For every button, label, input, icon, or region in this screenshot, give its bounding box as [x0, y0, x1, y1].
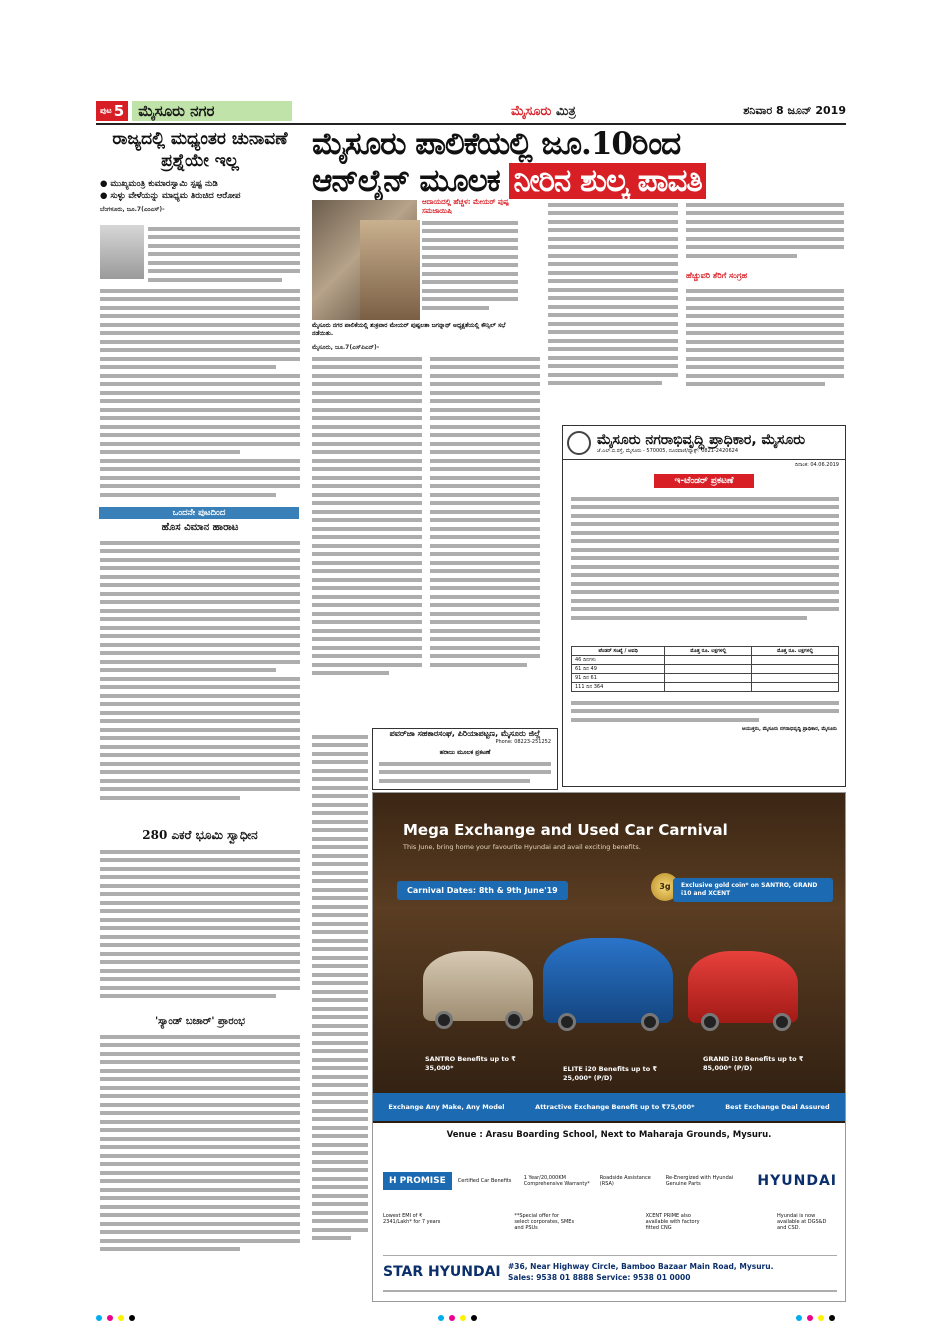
promise-item: Roadside Assistance (RSA): [599, 1175, 651, 1187]
bullet-item: ● ಸುಳ್ಳು ವೇಳೆಯನ್ನು ಮಾಧ್ಯಮ ತಿರುಚಿದ ಆರೋಪ: [100, 190, 300, 202]
wheel-icon: [435, 1011, 453, 1029]
subhead-sand-bazaar: 'ಸ್ಯಾಂಡ್ ಬಜಾರ್' ಪ್ರಾರಂಭ: [155, 1016, 245, 1027]
masthead-part1: ಮೈಸೂರು: [511, 103, 552, 119]
quote-text: [422, 216, 518, 326]
hyundai-advertisement: [372, 792, 846, 1302]
ad-venue: Venue : Arasu Boarding School, Next to Maharaja Grounds, Mysuru.: [446, 1130, 772, 1140]
subhead-land: 280 ಎಕರೆ ಭೂಮಿ ಸ್ವಾಧೀನ: [142, 828, 258, 842]
notice-authority: ಮೈಸೂರು ನಗರಾಭಿವೃದ್ಧಿ ಪ್ರಾಧಿಕಾರ, ಮೈಸೂರು: [597, 431, 806, 448]
promise-item: Certified Car Benefits: [457, 1178, 512, 1184]
narrow-column-text: [312, 730, 368, 1290]
council-photo-right: [360, 220, 420, 320]
cooperative-notice-ad: [372, 728, 558, 790]
coop-ad-body: [373, 762, 557, 783]
tender-notice: [562, 425, 846, 787]
exchange-item: Attractive Exchange Benefit up to ₹75,000*: [535, 1103, 695, 1111]
coop-ad-phone: Phone: 08223-251252: [495, 739, 551, 745]
offer-item: **Special offer for select corporates, SMEs and PSUs: [514, 1213, 575, 1231]
table-cell: 46 ದಿನಗಳು: [572, 656, 665, 665]
flight-body-text: [100, 536, 300, 824]
exchange-item: Best Exchange Deal Assured: [725, 1103, 830, 1111]
main-col4-text-b: [686, 284, 844, 420]
sub-box-title: ಹೆಚ್ಚುವರಿ ತೆರಿಗೆ ಸಂಗ್ರಹ: [686, 271, 748, 280]
carnival-dates: Carnival Dates: 8th & 9th June'19: [397, 881, 568, 900]
wheel-icon: [773, 1013, 791, 1031]
offers-row: [383, 1213, 837, 1253]
exchange-item: Exchange Any Make, Any Model: [388, 1103, 505, 1111]
wheel-icon: [505, 1011, 523, 1029]
left-bullets: [100, 178, 300, 202]
notice-table: [571, 646, 839, 692]
cm-photo: [100, 225, 144, 279]
sand-body-text: [100, 1030, 300, 1280]
wheel-icon: [701, 1013, 719, 1031]
h-promise-logo: H PROMISE: [383, 1172, 452, 1190]
notice-address: ಜೆ.ಎಲ್.ಬಿ.ರಸ್ತೆ, ಮೈಸೂರು - 570005, ದೂರವಾಣಿ/ಫ್ಯಾಕ್ಸ್: 0821-2420624: [597, 447, 739, 454]
bullet-item: ● ಮುಖ್ಯಮಂತ್ರಿ ಕುಮಾರಸ್ವಾಮಿ ಸ್ಪಷ್ಟ ನುಡಿ: [100, 178, 300, 190]
table-cell: 61 ದಿನ 49: [572, 665, 665, 674]
table-row: [572, 683, 839, 692]
registration-marks-left: [96, 1315, 135, 1321]
table-cell: 111 ದಿನ 364: [572, 683, 665, 692]
masthead: [511, 104, 576, 119]
table-header: ಮೊತ್ತ ರೂ. ಲಕ್ಷಗಳಲ್ಲಿ: [752, 647, 839, 656]
notice-title: ಇ-ಟೆಂಡರ್ ಪ್ರಕಟಣೆ: [654, 474, 754, 488]
page-header: [96, 100, 846, 122]
ad-subtitle: This June, bring home your favourite Hyundai and avail exciting benefits.: [403, 843, 641, 851]
wheel-icon: [558, 1013, 576, 1031]
left-body-text-a: [148, 222, 300, 282]
wheel-icon: [641, 1013, 659, 1031]
registration-marks-right: [796, 1315, 835, 1321]
offer-item: Lowest EMI of ₹ 2341/Lakh* for 7 years: [383, 1213, 441, 1225]
section-tag: ಮೈಸೂರು ನಗರ: [132, 101, 292, 121]
headline-part-water-fee: ನೀರಿನ ಶುಲ್ಕ ಪಾವತಿ: [509, 163, 705, 199]
exchange-bar: [373, 1093, 845, 1121]
quote-title: ಆದಾಯದಲ್ಲಿ ಹೆಚ್ಚಳ: ಮೇಯರ್ ಪುಷ್ಪ ಸಮಜಾಯಿಷಿ: [422, 198, 509, 215]
table-row: [572, 656, 839, 665]
masthead-part2: ಮಿತ್ರ: [555, 103, 576, 119]
offer-item: XCENT PRIME also available with factory fitted CNG: [645, 1213, 700, 1231]
coop-ad-title: ಪವರ್‌ಜಾ ಸಹಕಾರಸಂಘ, ಪಿರಿಯಾಪಟ್ಟಣ, ಮೈಸೂರು ಜಿಲ್ಲೆ: [389, 729, 541, 738]
continuation-label: ಒಂದನೇ ಪುಟದಿಂದ: [99, 507, 299, 519]
promise-row: [383, 1151, 837, 1211]
dealer-row: [383, 1255, 837, 1287]
offer-item: Hyundai is now available at DGS&D and CSD.: [776, 1213, 827, 1231]
dealer-phone: Sales: 9538 01 8888 Service: 9538 01 0000: [508, 1272, 691, 1282]
notice-footer-text: [571, 696, 839, 726]
gold-coin-icon: 3g: [651, 873, 679, 901]
header-rule: [96, 123, 846, 125]
main-dateline: ಮೈಸೂರು, ಜೂ.7(ಎಸ್‌ಪಿಎನ್)-: [312, 344, 380, 351]
main-headline-line2: [312, 163, 812, 199]
left-dateline: ಬೆಂಗಳೂರು, ಜೂ.7(ಎಂಎಸ್)-: [100, 206, 165, 213]
promise-item: 1 Year/20,000KM Comprehensive Warranty*: [523, 1175, 590, 1187]
coop-ad-sub: ಹರಾಜು ಮೂಲಕ ಪ್ರಕಟಣೆ: [439, 749, 491, 756]
grand-i10-benefit: GRAND i10 Benefits up to ₹ 85,000* (P/D): [703, 1055, 804, 1072]
hyundai-logo: HYUNDAI: [757, 1173, 837, 1189]
main-col1-text: [312, 352, 422, 722]
notice-header: [563, 426, 845, 460]
photo-caption: ಮೈಸೂರು ನಗರ ಪಾಲಿಕೆಯಲ್ಲಿ ಶುಕ್ರವಾರ ಮೇಯರ್ ಪುಷ್ಪಲತಾ ಜಗನ್ನಾಥ್ ಅಧ್ಯಕ್ಷತೆಯಲ್ಲಿ ಕೌನ್ಸಿಲ್ ಸಭೆ ನಡೆಯಿತು.: [312, 322, 506, 337]
main-col3-text: [548, 198, 678, 420]
main-col2-text: [430, 352, 540, 722]
emblem-icon: [567, 431, 591, 455]
page-prefix: ಪುಟ: [100, 106, 112, 115]
headline-part-online: ಆನ್‌ಲೈನ್ ಮೂಲಕ: [312, 163, 500, 199]
gold-coin-offer: Exclusive gold coin* on SANTRO, GRAND i10 and XCENT: [673, 878, 833, 902]
left-headline: ರಾಜ್ಯದಲ್ಲಿ ಮಧ್ಯಂತರ ಚುನಾವಣೆ ಪ್ರಶ್ನೆಯೇ ಇಲ್ಲ: [112, 129, 288, 171]
elite-i20-benefit: ELITE i20 Benefits up to ₹ 25,000* (P/D): [563, 1065, 658, 1082]
santro-benefit: SANTRO Benefits up to ₹ 35,000*: [425, 1055, 516, 1072]
table-row: [572, 674, 839, 683]
dealer-address: #36, Near Highway Circle, Bamboo Bazaar Main Road, Mysuru.: [508, 1261, 774, 1271]
ad-fine-print: [383, 1289, 837, 1293]
issue-date: ಶನಿವಾರ 8 ಜೂನ್ 2019: [743, 104, 846, 117]
ad-title: Mega Exchange and Used Car Carnival: [403, 821, 728, 839]
promise-item: Re-Energized with Hyundai Genuine Parts: [665, 1175, 734, 1187]
notice-signature: ಆಯುಕ್ತರು, ಮೈಸೂರು ನಗರಾಭಿವೃದ್ಧಿ ಪ್ರಾಧಿಕಾರ, ಮೈಸೂರು: [741, 726, 837, 732]
table-row: [572, 665, 839, 674]
dealer-name: STAR HYUNDAI: [383, 1263, 501, 1280]
land-body-text: [100, 845, 300, 1015]
page-number: 5: [113, 102, 125, 120]
elite-i20-car-image: [543, 938, 673, 1023]
left-body-text-b: [100, 284, 300, 506]
registration-marks-center: [438, 1315, 477, 1321]
notice-date: ದಿನಾಂಕ: 04.06.2019: [794, 462, 839, 468]
page-number-badge: [96, 101, 128, 121]
table-header: ಟೆಂಡರ್ ಸಂಖ್ಯೆ / ಅವಧಿ: [572, 647, 665, 656]
subhead-new-flight: ಹೊಸ ವಿಮಾನ ಹಾರಾಟ: [161, 522, 239, 533]
notice-body: [571, 492, 839, 642]
table-cell: 91 ದಿನ 61: [572, 674, 665, 683]
table-header: ಮೊತ್ತ ರೂ. ಲಕ್ಷಗಳಲ್ಲಿ: [665, 647, 752, 656]
mayor-quote-box: [422, 198, 522, 358]
main-col4-text-a: [686, 198, 844, 268]
main-headline-line1: ಮೈಸೂರು ಪಾಲಿಕೆಯಲ್ಲಿ ಜೂ.10ರಿಂದ: [312, 126, 681, 162]
